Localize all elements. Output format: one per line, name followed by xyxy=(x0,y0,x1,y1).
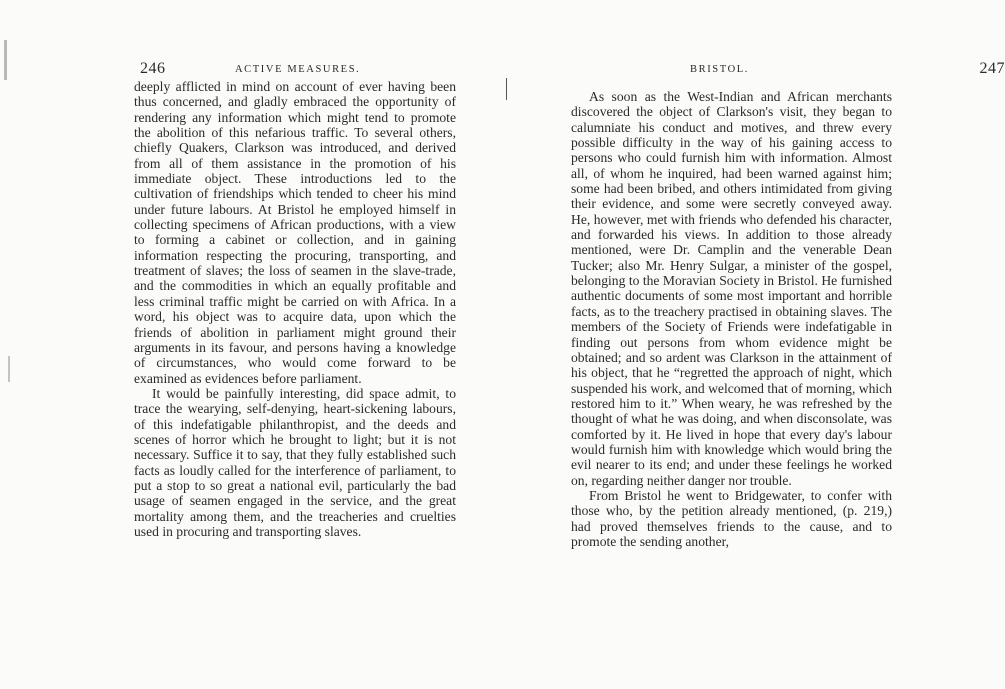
left-page-body xyxy=(134,79,456,539)
left-page-header xyxy=(140,60,455,80)
left-page xyxy=(0,0,500,689)
right-page xyxy=(500,0,1005,689)
right-paragraph-2: From Bristol he went to Bridgewater, to confer with those who, by the petition already mentioned, (p. 219,) had proved themselves friends to the cause, and to promote the sending another, xyxy=(571,487,892,549)
left-page-number: 246 xyxy=(140,60,166,77)
right-page-body xyxy=(571,89,892,549)
right-page-header xyxy=(690,60,1005,80)
left-paragraph-1: deeply afflicted in mind on account of ever having been thus concerned, and gladly embraced the opportunity of rendering any information which might tend to promote the abolition of this nefarious traffic. To several others, chiefly Quakers, Clarkson was introduced, and derived from all of them assistance in the promotion of his immediate object. These introductions led to the cultivation of friendships which tended to cheer his mind under future labours. At Bristol he employed himself in collecting specimens of African productions, with a view to forming a cabinet or collection, and in gaining information respecting the procuring, transporting, and treatment of slaves; the loss of seamen in the slave-trade, and the commodities in which an equally profitable and less criminal traffic might be carried on with Africa. In a word, his object was to acquire data, upon which the friends of abolition in parliament might ground their arguments in its favour, and persons having a knowledge of circumstances, who would come forward to be examined as evidences before parliament. xyxy=(134,79,456,386)
right-running-head: BRISTOL. xyxy=(690,64,749,75)
left-running-head: ACTIVE MEASURES. xyxy=(235,64,361,75)
right-paragraph-1: As soon as the West-Indian and African merchants discovered the object of Clarkson's visit, they began to calumniate his conduct and motives, and threw every possible difficulty in the way of his gaining access to persons who could furnish him with information. Almost all, of whom he inquired, had been warned against him; some had been bribed, and others intimidated from giving their evidence, and some were secretly conveyed away. He, however, met with friends who defended his character, and forwarded his views. In addition to those already mentioned, were Dr. Camplin and the venerable Dean Tucker; also Mr. Henry Sulgar, a minister of the gospel, belonging to the Moravian Society in Bristol. He furnished authentic documents of some most important and horrible facts, as to the treachery practised in obtaining slaves. The members of the Society of Friends were indefatigable in finding out persons from whom evidence might be obtained; and so ardent was Clarkson in the attainment of his object, that he “regretted the approach of night, which suspended his work, and welcomed that of morning, which restored him to it.” When weary, he was refreshed by the thought of what he was doing, and when disconsolate, was comforted by it. He lived in hope that every day's labour would furnish him with knowledge which would bring the evil nearer to its end; and under these feelings he worked on, regarding neither danger nor trouble. xyxy=(571,89,892,488)
left-paragraph-2: It would be painfully interesting, did space admit, to trace the wearying, self-denying, heart-sickening labours, of this indefatigable philanthropist, and the deeds and scenes of horror which he brought to light; but it is not necessary. Suffice it to say, that they fully established such facts as loudly called for the interference of parliament, to put a stop to so great a national evil, particularly the bad usage of seamen engaged in the service, and the great mortality among them, and the treacheries and cruelties used in procuring and transporting slaves. xyxy=(134,385,456,539)
right-page-number: 247 xyxy=(979,60,1005,77)
